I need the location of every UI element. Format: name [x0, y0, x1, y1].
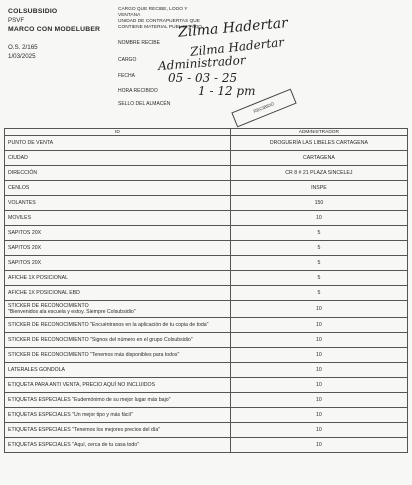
position-label: CARGO [118, 57, 137, 63]
row-sublabel: "Bienvenidos ala escuela y estoy. Siempre Colsubsidio" [8, 309, 136, 315]
row-value: 10 [230, 301, 407, 318]
row-label: AFICHE 1X POSICIONAL [5, 271, 231, 286]
order-number: O.S. 2/165 [8, 44, 38, 51]
table-row [5, 211, 408, 226]
row-label: ETIQUETAS ESPECIALES "Aquí, cerca de tu casa todo" [5, 438, 231, 453]
order-date: 1/03/2025 [8, 53, 36, 60]
table-row [5, 151, 408, 166]
row-label: DIRECCIÓN [5, 166, 231, 181]
row-label: SAPITOS 20X [5, 256, 231, 271]
handwritten-position: Administrador [157, 52, 247, 74]
handwritten-date: 05 - 03 - 25 [168, 71, 238, 85]
row-value: 10 [230, 333, 407, 348]
table-row [5, 378, 408, 393]
row-label: CENLOS [5, 181, 231, 196]
row-value: CARTAGENA [230, 151, 407, 166]
row-label: ETIQUETAS ESPECIALES "Tenemos los mejores precios del día" [5, 423, 231, 438]
row-value: 10 [230, 363, 407, 378]
spacer [8, 34, 100, 43]
header-id: ID [5, 129, 231, 136]
row-label-two-line [5, 301, 231, 318]
org-line: VENTANA [118, 13, 141, 18]
row-label: STICKER DE RECONOCIMIENTO "Signos del número en el grupo Colsubsidio" [5, 333, 231, 348]
org-line: UNIDAD DE CONTRAPUERTAS QUE [118, 19, 200, 24]
campaign-name: MARCO CON MODELUBER [8, 26, 101, 33]
row-label: MOVILES [5, 211, 231, 226]
table-row [5, 301, 408, 318]
row-label: AFICHE 1X POSICIONAL EBD [5, 286, 231, 301]
org-line: CARGO QUE RECIBE, LOGO Y [118, 7, 188, 12]
row-value: 5 [230, 271, 407, 286]
table-row [5, 256, 408, 271]
company-code: PSVF [8, 17, 25, 24]
row-label: VOLANTES [5, 196, 231, 211]
row-label: STICKER DE RECONOCIMIENTO "Encuéntranos en la aplicación de tu copia de toda" [5, 318, 231, 333]
company-name: COLSUBSIDIO [8, 8, 58, 15]
row-value: DROGUERÍA LAS LIBELES CARTAGENA [230, 136, 407, 151]
row-label: STICKER DE RECONOCIMIENTO [8, 302, 89, 309]
row-value: 10 [230, 393, 407, 408]
materials-table [4, 128, 408, 453]
row-label: SAPITOS 20X [5, 226, 231, 241]
row-value: 10 [230, 348, 407, 363]
row-value: 10 [230, 318, 407, 333]
row-label: PUNTO DE VENTA [5, 136, 231, 151]
row-value: 10 [230, 438, 407, 453]
table-row [5, 286, 408, 301]
row-value: 5 [230, 256, 407, 271]
table-row [5, 348, 408, 363]
handwritten-time: 1 - 12 pm [198, 84, 256, 98]
handwritten-receiver-name: Zilma Hadertar [189, 35, 285, 59]
row-label: ETIQUETAS ESPECIALES "Un mejor tipo y más fácil" [5, 408, 231, 423]
table-row [5, 226, 408, 241]
row-value: 5 [230, 286, 407, 301]
table-row [5, 333, 408, 348]
row-value: 5 [230, 241, 407, 256]
receiver-name-label: NOMBRE RECIBE [118, 40, 160, 46]
row-label: ETIQUETA PARA ANTI VENTA, PRECIO AQUÍ NO INCLUIDOS [5, 378, 231, 393]
row-value: 5 [230, 226, 407, 241]
table-row [5, 393, 408, 408]
row-value: CR 8 # 21 PLAZA SINCELEJ [230, 166, 407, 181]
header-admin: ADMINISTRADOR [230, 129, 407, 136]
table-row [5, 363, 408, 378]
row-label: ETIQUETAS ESPECIALES "Eudemónimo de su mejor lugar más bajo" [5, 393, 231, 408]
row-label: CIUDAD [5, 151, 231, 166]
org-line: CONTIENE MATERIAL PUBLICITARIO [118, 25, 202, 30]
row-value: 10 [230, 408, 407, 423]
signature-name: Zilma Hadertar [177, 15, 289, 41]
table-row [5, 318, 408, 333]
table-row [5, 271, 408, 286]
table-header-row [5, 129, 408, 136]
row-value: 10 [230, 378, 407, 393]
row-value: INSPE [230, 181, 407, 196]
row-label: SAPITOS 20X [5, 241, 231, 256]
row-label: LATERALES GONDOLA [5, 363, 231, 378]
row-value: 10 [230, 211, 407, 226]
table-row [5, 166, 408, 181]
received-stamp: RECIBIDO [231, 89, 296, 128]
table-row [5, 423, 408, 438]
row-value: 10 [230, 423, 407, 438]
table-row [5, 136, 408, 151]
table-row [5, 196, 408, 211]
row-value: 150 [230, 196, 407, 211]
row-label: STICKER DE RECONOCIMIENTO "Tenemos más disponibles para todos" [5, 348, 231, 363]
table-row [5, 438, 408, 453]
header-left [8, 7, 100, 61]
store-seal-label: SELLO DEL ALMACÉN [118, 101, 171, 107]
table-row [5, 408, 408, 423]
table-row [5, 241, 408, 256]
table-row [5, 181, 408, 196]
date-label: FECHA [118, 73, 135, 79]
time-label: HORA RECIBIDO [118, 88, 158, 94]
